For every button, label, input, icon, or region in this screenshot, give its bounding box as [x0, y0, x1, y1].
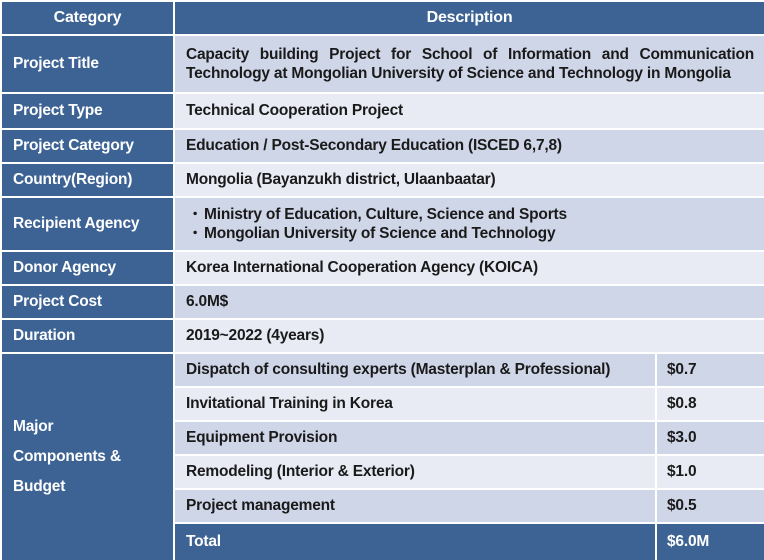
component-amount: $0.7	[656, 353, 764, 387]
donor-agency-value: Korea International Cooperation Agency (KOICA)	[174, 251, 764, 285]
table-row	[1, 163, 764, 197]
component-amount: $0.5	[656, 489, 764, 523]
component-name: Dispatch of consulting experts (Masterplan & Professional)	[174, 353, 656, 387]
table-row	[1, 129, 764, 163]
component-amount: $3.0	[656, 421, 764, 455]
recipient-agency-label: Recipient Agency	[1, 197, 174, 251]
component-amount: $0.8	[656, 387, 764, 421]
project-title-label: Project Title	[1, 35, 174, 93]
project-cost-value: 6.0M$	[174, 285, 764, 319]
project-type-label: Project Type	[1, 93, 174, 129]
bullet-icon: ・	[187, 225, 203, 242]
total-amount: $6.0M	[656, 523, 764, 560]
country-label: Country(Region)	[1, 163, 174, 197]
donor-agency-label: Donor Agency	[1, 251, 174, 285]
project-type-value: Technical Cooperation Project	[174, 93, 764, 129]
table-row	[1, 319, 764, 353]
total-label: Total	[174, 523, 656, 560]
duration-label: Duration	[1, 319, 174, 353]
component-name: Equipment Provision	[174, 421, 656, 455]
major-components-label: Major Components & Budget	[1, 353, 174, 560]
header-row	[1, 1, 764, 35]
category-header: Category	[1, 1, 174, 35]
component-amount: $1.0	[656, 455, 764, 489]
recipient-agency-value	[174, 197, 764, 251]
bullet-icon: ・	[187, 206, 203, 223]
table-row	[1, 251, 764, 285]
project-title-value: Capacity building Project for School of Information and Communication Technology at Mongolian University of Science and Technology in Mongolia	[174, 35, 764, 93]
country-value: Mongolia (Bayanzukh district, Ulaanbaatar)	[174, 163, 764, 197]
recipient-agency-item: ・Mongolian University of Science and Technology	[187, 225, 556, 242]
description-header: Description	[174, 1, 764, 35]
project-cost-label: Project Cost	[1, 285, 174, 319]
table-row	[1, 93, 764, 129]
component-name: Remodeling (Interior & Exterior)	[174, 455, 656, 489]
project-category-label: Project Category	[1, 129, 174, 163]
table-row	[1, 285, 764, 319]
table-row	[1, 197, 764, 251]
project-category-value: Education / Post-Secondary Education (ISCED 6,7,8)	[174, 129, 764, 163]
recipient-agency-item: ・Ministry of Education, Culture, Science and Sports	[187, 206, 567, 223]
table-row	[1, 353, 764, 387]
table-row	[1, 35, 764, 93]
component-name: Project management	[174, 489, 656, 523]
component-name: Invitational Training in Korea	[174, 387, 656, 421]
duration-value: 2019~2022 (4years)	[174, 319, 764, 353]
